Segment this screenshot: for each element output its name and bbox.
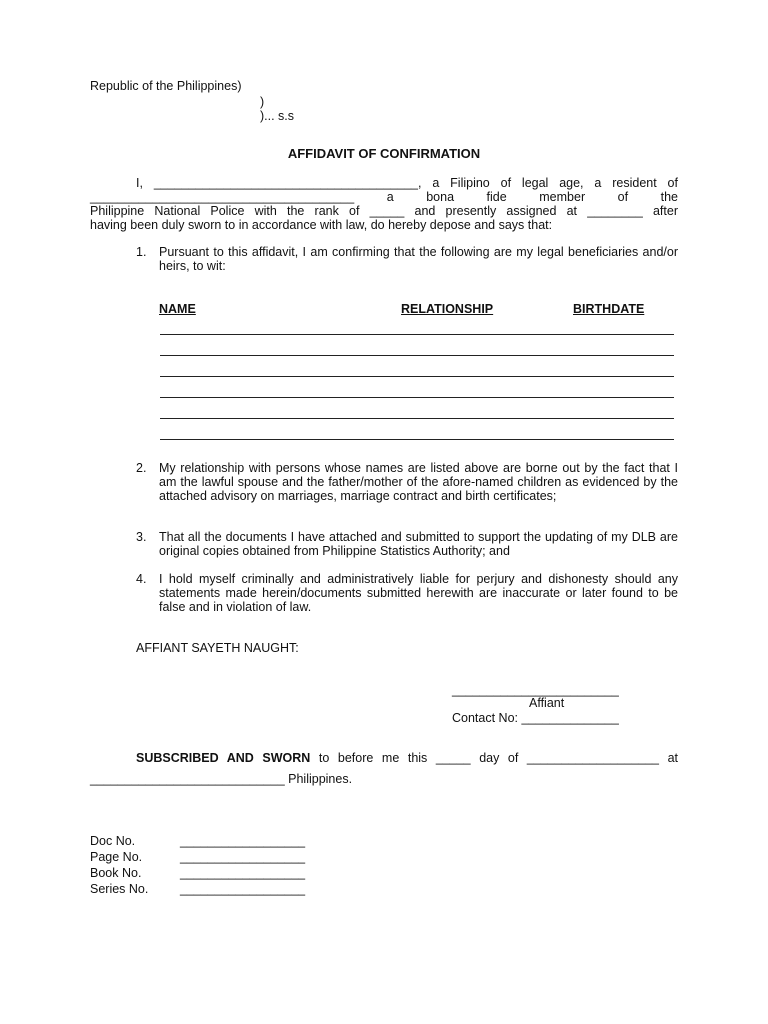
beneficiary-blank-line	[160, 355, 674, 356]
notary-label-book: Book No.	[90, 866, 142, 880]
closing-statement: AFFIANT SAYETH NAUGHT:	[136, 641, 299, 655]
venue-line-3: )... s.s	[260, 109, 295, 123]
jurat-bold-text: SUBSCRIBED AND SWORN	[136, 751, 311, 765]
column-header-relationship: RELATIONSHIP	[401, 302, 494, 316]
intro-line-2: ______________________________________ a bona fide member of the	[90, 190, 678, 204]
venue-line-1: Republic of the Philippines)	[90, 79, 242, 93]
beneficiary-blank-line	[160, 439, 674, 440]
contact-number-field: Contact No: ______________	[452, 711, 619, 725]
notary-blank-doc: __________________	[180, 834, 306, 848]
jurat-line-2: ____________________________ Philippines.	[90, 772, 353, 786]
column-header-name: NAME	[159, 302, 196, 316]
notary-blank-series: __________________	[180, 882, 306, 896]
beneficiary-blank-line	[160, 334, 674, 335]
beneficiary-blank-line	[160, 376, 674, 377]
affiant-label: Affiant	[529, 696, 565, 710]
intro-line-3: Philippine National Police with the rank of _____ and presently assigned at ________ after	[90, 204, 678, 218]
beneficiary-blank-line	[160, 418, 674, 419]
item-2-text: My relationship with persons whose names are listed above are borne out by the fact that I am the lawful spouse and the father/mother of the afore-named children as evidenced by the attached advisory on marriages, marriage contract and birth certificates;	[159, 461, 678, 503]
item-1-text: Pursuant to this affidavit, I am confirming that the following are my legal beneficiaries and/or heirs, to wit:	[159, 245, 678, 273]
notary-blank-page: __________________	[180, 850, 306, 864]
item-2-number: 2.	[136, 461, 147, 475]
jurat-line-1	[90, 751, 678, 765]
venue-line-2: )	[260, 95, 265, 109]
item-3-number: 3.	[136, 530, 147, 544]
notary-label-doc: Doc No.	[90, 834, 136, 848]
intro-line-4: having been duly sworn to in accordance with law, do hereby depose and says that:	[90, 218, 553, 232]
document-title: AFFIDAVIT OF CONFIRMATION	[287, 146, 481, 161]
notary-label-series: Series No.	[90, 882, 149, 896]
item-1-number: 1.	[136, 245, 147, 259]
beneficiary-blank-line	[160, 397, 674, 398]
column-header-birthdate: BIRTHDATE	[573, 302, 645, 316]
affiant-signature-line: ________________________	[452, 683, 619, 697]
item-3-text: That all the documents I have attached and submitted to support the updating of my DLB are original copies obtained from Philippine Statistics Authority; and	[159, 530, 678, 558]
item-4-text: I hold myself criminally and administratively liable for perjury and dishonesty should any statements made herein/documents submitted herewith are inaccurate or later found to be false and in violation of law.	[159, 572, 678, 614]
jurat-rest-text: to before me this _____ day of ___________________ at	[310, 751, 678, 765]
notary-blank-book: __________________	[180, 866, 306, 880]
intro-line-1: I, ______________________________________, a Filipino of legal age, a resident of	[136, 176, 678, 190]
item-4-number: 4.	[136, 572, 147, 586]
notary-label-page: Page No.	[90, 850, 143, 864]
